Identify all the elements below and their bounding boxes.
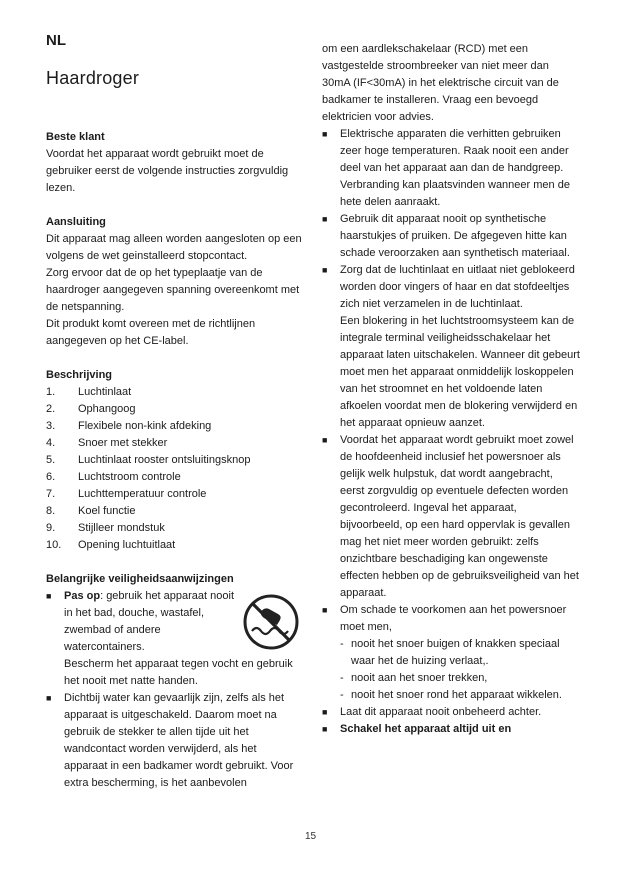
safety-bullet-hot-surfaces [322, 126, 580, 211]
list-label: Koel functie [78, 505, 136, 517]
dash-bullet-icon: - [340, 672, 344, 684]
list-label: Stijlleer mondstuk [78, 522, 165, 534]
numbered-list-item [46, 486, 302, 503]
cord-rule-text: nooit aan het snoer trekken, [351, 672, 488, 684]
list-number: 1. [46, 386, 56, 398]
paragraph: Laat dit apparaat nooit onbeheerd achter. [340, 706, 542, 718]
paragraph-beste-klant: Voordat het apparaat wordt gebruikt moet de gebruiker eerst de volgende instructies zorgvuldig lezen. [46, 148, 289, 194]
list-number: 9. [46, 522, 56, 534]
cord-rule-item [340, 670, 580, 687]
paragraph: Een blokering in het luchtstroomsysteem kan de integrale terminal veiligheidsschakelaar het apparaat laten uitschakelen. Wanneer dit gebeurt moet men het apparaat onmiddelijk loskoppelen van het stroomnet en het voldoende laten afkoelen voordat men de blokering verwijderd en het apparaat opnieuw aanzet. [340, 315, 580, 429]
square-bullet-icon: ■ [322, 435, 328, 445]
list-number: 4. [46, 437, 56, 449]
list-number: 8. [46, 505, 56, 517]
paragraph: Schakel het apparaat altijd uit en [340, 723, 512, 735]
square-bullet-icon: ■ [322, 707, 328, 717]
square-bullet-icon: ■ [322, 605, 328, 615]
bullet-text [340, 432, 580, 602]
square-bullet-icon: ■ [46, 591, 52, 601]
numbered-list-item [46, 537, 302, 554]
bullet-text [340, 602, 580, 704]
paragraph: Elektrische apparaten die verhitten gebruiken zeer hoge temperaturen. Raak nooit een ander deel van het apparaat aan dan de handgreep. Verbranding kan plaatsvinden wanneer men de hete delen aanraakt. [340, 128, 570, 208]
safety-bullet-unattended [322, 704, 580, 721]
safety-bullet-water-danger [46, 690, 302, 792]
square-bullet-icon: ■ [322, 724, 328, 734]
pas-op-continuation: Bescherm het apparaat tegen vocht en gebruik het nooit met natte handen. [64, 658, 293, 687]
paragraph: Dichtbij water kan gevaarlijk zijn, zelfs als het apparaat is uitgeschakeld. Daarom moet na gebruik de stekker te allen tijde uit het wandcontact worden verwijderd, als het apparaat in een badkamer wordt gebruikt. Voor extra bescherming, is het aanbevolen [64, 692, 294, 789]
continuation-paragraph: om een aardlekschakelaar (RCD) met een vastgestelde stroombreeker van niet meer dan 30mA (IF<30mA) in het elektrische circuit van de badkamer te installeren. Vraag een bevoegd elektricien voor advies. [322, 43, 559, 123]
safety-bullet-pas-op [46, 588, 302, 690]
safety-bullet-check-defects [322, 432, 580, 602]
safety-bullet-air-inlet [322, 262, 580, 432]
paragraph-aansluiting-2: Zorg ervoor dat de op het typeplaatje van de haardroger aangegeven spanning overeenkomt met de netspanning. [46, 267, 300, 313]
list-number: 6. [46, 471, 56, 483]
cord-rule-item [340, 636, 580, 670]
dash-bullet-icon: - [340, 689, 344, 701]
heading-beste-klant: Beste klant [46, 131, 105, 143]
left-column [46, 0, 302, 792]
square-bullet-icon: ■ [322, 129, 328, 139]
list-number: 5. [46, 454, 56, 466]
list-number: 2. [46, 403, 56, 415]
list-label: Luchtinlaat rooster ontsluitingsknop [78, 454, 251, 466]
cord-rule-text: nooit het snoer buigen of knakken speciaal waar het de huizing verlaat,. [351, 638, 560, 667]
language-code: NL [46, 32, 66, 49]
safety-bullet-switch-off [322, 721, 580, 738]
square-bullet-icon: ■ [322, 265, 328, 275]
numbered-list-item [46, 452, 302, 469]
bullet-text [340, 704, 580, 721]
paragraph-aansluiting-1: Dit apparaat mag alleen worden aangesloten op een volgens de wet geinstalleerd stopcontact. [46, 233, 302, 262]
paragraph: Voordat het apparaat wordt gebruikt moet zowel de hoofdeenheid inclusief het powersnoer als gelijk welk hulpstuk, dat wordt aangebracht, eerst zorgvuldig op eventuele defecten worden gecontroleerd. Ingeval het apparaat, bijvoorbeeld, op een hard oppervlak is gevallen mag het niet meer worden gebruikt: zelfs onzichtbare beschadiging kan ongewenste effecten hebben op de gebruiksveiligheid van het apparaat. [340, 434, 579, 599]
pas-op-label: Pas op [64, 590, 101, 602]
list-label: Luchtstroom controle [78, 471, 181, 483]
list-label: Luchtinlaat [78, 386, 132, 398]
list-number: 10. [46, 539, 62, 551]
bullet-text [340, 721, 580, 738]
list-label: Luchttemperatuur controle [78, 488, 207, 500]
paragraph: Om schade te voorkomen aan het powersnoer moet men, [340, 604, 567, 633]
list-label: Flexibele non-kink afdeking [78, 420, 212, 432]
bullet-text [64, 588, 302, 690]
heading-veiligheidsaanwijzingen: Belangrijke veiligheidsaanwijzingen [46, 573, 234, 585]
numbered-list-item [46, 384, 302, 401]
numbered-list-item [46, 435, 302, 452]
paragraph-aansluiting-3: Dit produkt komt overeen met de richtlijnen aangegeven op het CE-label. [46, 318, 256, 347]
numbered-list-item [46, 520, 302, 537]
list-label: Ophangoog [78, 403, 136, 415]
numbered-list-item [46, 418, 302, 435]
numbered-list-item [46, 503, 302, 520]
dash-bullet-icon: - [340, 638, 344, 650]
safety-bullet-synthetic-hair [322, 211, 580, 262]
page-number: 15 [304, 831, 317, 842]
cord-rule-item [340, 687, 580, 704]
right-column [322, 41, 580, 738]
safety-bullet-power-cord [322, 602, 580, 704]
bullet-text [340, 262, 580, 432]
bullet-text [340, 211, 580, 262]
bullet-text [340, 126, 580, 211]
paragraph: Zorg dat de luchtinlaat en uitlaat niet geblokeerd worden door vingers of haar en dat stofdeeltjes zich niet verzamelen in de luchtinlaat. [340, 264, 575, 310]
numbered-list-item [46, 469, 302, 486]
list-number: 7. [46, 488, 56, 500]
page-title: Haardroger [46, 68, 140, 88]
heading-beschrijving: Beschrijving [46, 369, 113, 381]
square-bullet-icon: ■ [46, 693, 52, 703]
numbered-list-item [46, 401, 302, 418]
list-label: Snoer met stekker [78, 437, 168, 449]
cord-rule-text: nooit het snoer rond het apparaat wikkelen. [351, 689, 562, 701]
square-bullet-icon: ■ [322, 214, 328, 224]
list-label: Opening luchtuitlaat [78, 539, 176, 551]
heading-aansluiting: Aansluiting [46, 216, 106, 228]
list-number: 3. [46, 420, 56, 432]
paragraph: Gebruik dit apparaat nooit op synthetische haarstukjes of pruiken. De afgegeven hitte kan schade veroorzaken aan synthetisch materiaal. [340, 213, 570, 259]
pas-op-text: : gebruik het apparaat nooit in het bad, douche, wastafel, zwembad of andere watercontainers. [64, 590, 235, 653]
bullet-text [64, 690, 302, 792]
no-water-immersion-prohibition-icon [240, 591, 302, 653]
